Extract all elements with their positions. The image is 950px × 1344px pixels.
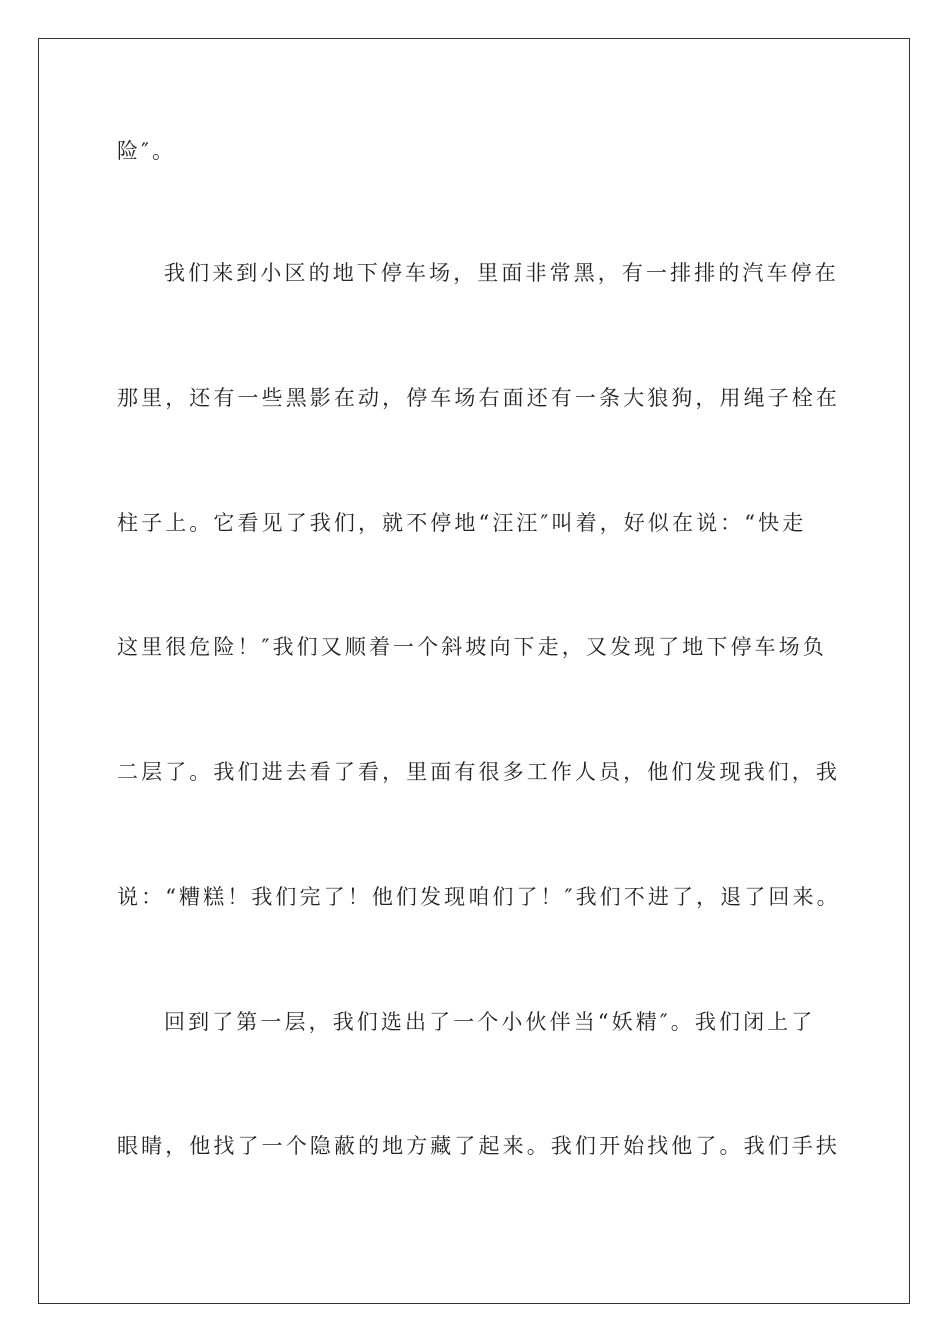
text-line: 二层了。我们进去看了看，里面有很多工作人员，他们发现我们，我 [117, 760, 840, 784]
text-line: 险″。 [117, 139, 177, 163]
page-border [38, 38, 910, 1304]
paragraph-start-line: 回到了第一层，我们选出了一个小伙伴当“妖精″。我们闭上了 [164, 1010, 816, 1034]
paragraph-start-line: 我们来到小区的地下停车场，里面非常黑，有一排排的汽车停在 [164, 261, 839, 285]
text-line: 眼睛，他找了一个隐蔽的地方藏了起来。我们开始找他了。我们手扶 [117, 1134, 840, 1158]
text-line: 柱子上。它看见了我们，就不停地“汪汪″叫着，好似在说：“快走 [117, 511, 807, 535]
text-line: 那里，还有一些黑影在动，停车场右面还有一条大狼狗，用绳子栓在 [117, 386, 840, 410]
text-line: 这里很危险！″我们又顺着一个斜坡向下走，又发现了地下停车场负 [117, 635, 827, 659]
text-line: 说：“糟糕！我们完了！他们发现咱们了！″我们不进了，退了回来。 [117, 885, 841, 909]
